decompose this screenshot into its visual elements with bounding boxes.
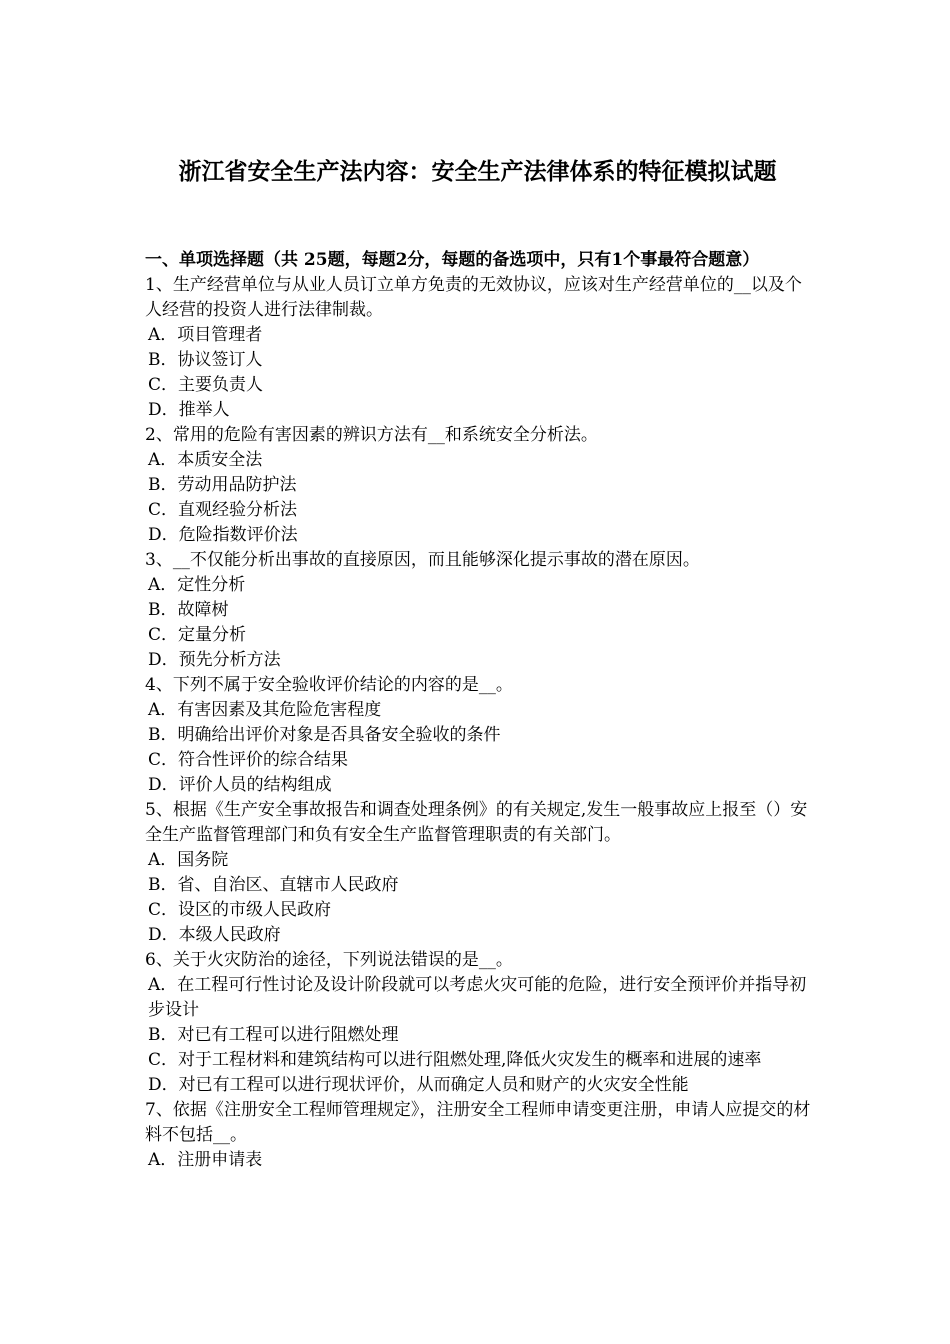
question-stem: 3、__不仅能分析出事故的直接原因，而且能够深化提示事故的潜在原因。 <box>145 550 700 570</box>
answer-option: A．有害因素及其危险危害程度 <box>148 700 382 720</box>
answer-option: C．对于工程材料和建筑结构可以进行阻燃处理,降低火灾发生的概率和进展的速率 <box>148 1050 762 1070</box>
answer-option: B．劳动用品防护法 <box>148 475 297 495</box>
answer-option: C．直观经验分析法 <box>148 500 298 520</box>
answer-option: C．主要负责人 <box>148 375 264 395</box>
question-block <box>145 273 813 423</box>
answer-option: B．协议签订人 <box>148 350 263 370</box>
question-stem: 7、依据《注册安全工程师管理规定》，注册安全工程师申请变更注册，申请人应提交的材料不包括__。 <box>145 1100 811 1145</box>
document-body <box>145 248 813 1173</box>
section-heading: 一、单项选择题（共 25题，每题2分，每题的备选项中，只有1个事最符合题意） <box>145 250 760 270</box>
answer-option: A．定性分析 <box>148 575 246 595</box>
question-block <box>145 948 813 1098</box>
answer-option: A．在工程可行性讨论及设计阶段就可以考虑火灾可能的危险，进行安全预评价并指导初步设计 <box>148 975 807 1020</box>
answer-option: B．省、自治区、直辖市人民政府 <box>148 875 399 895</box>
question-block <box>145 548 813 673</box>
answer-option: A．注册申请表 <box>148 1150 263 1170</box>
question-stem: 4、下列不属于安全验收评价结论的内容的是__。 <box>145 675 513 695</box>
answer-option: B．对已有工程可以进行阻燃处理 <box>148 1025 399 1045</box>
question-block <box>145 1098 813 1173</box>
answer-option: D．评价人员的结构组成 <box>148 775 332 795</box>
answer-option: B．故障树 <box>148 600 229 620</box>
question-block <box>145 423 813 548</box>
answer-option: A．项目管理者 <box>148 325 263 345</box>
question-block <box>145 798 813 948</box>
answer-option: A．本质安全法 <box>148 450 263 470</box>
answer-option: C．定量分析 <box>148 625 247 645</box>
answer-option: D．对已有工程可以进行现状评价，从而确定人员和财产的火灾安全性能 <box>148 1075 689 1095</box>
question-stem: 2、常用的危险有害因素的辨识方法有__和系统安全分析法。 <box>145 425 598 445</box>
answer-option: D．预先分析方法 <box>148 650 281 670</box>
question-stem: 6、关于火灾防治的途径，下列说法错误的是__。 <box>145 950 513 970</box>
answer-option: D．危险指数评价法 <box>148 525 298 545</box>
answer-option: A．国务院 <box>148 850 229 870</box>
question-stem: 5、根据《生产安全事故报告和调查处理条例》的有关规定,发生一般事故应上报至（）安全生产监督管理部门和负有安全生产监督管理职责的有关部门。 <box>145 800 808 845</box>
answer-option: D．本级人民政府 <box>148 925 281 945</box>
question-block <box>145 673 813 798</box>
question-stem: 1、生产经营单位与从业人员订立单方免责的无效协议，应该对生产经营单位的__以及个人经营的投资人进行法律制裁。 <box>145 275 802 320</box>
answer-option: C．设区的市级人民政府 <box>148 900 332 920</box>
question-list <box>145 273 813 1173</box>
page-title: 浙江省安全生产法内容：安全生产法律体系的特征模拟试题 <box>178 158 777 185</box>
answer-option: C．符合性评价的综合结果 <box>148 750 349 770</box>
answer-option: D．推举人 <box>148 400 230 420</box>
answer-option: B．明确给出评价对象是否具备安全验收的条件 <box>148 725 501 745</box>
